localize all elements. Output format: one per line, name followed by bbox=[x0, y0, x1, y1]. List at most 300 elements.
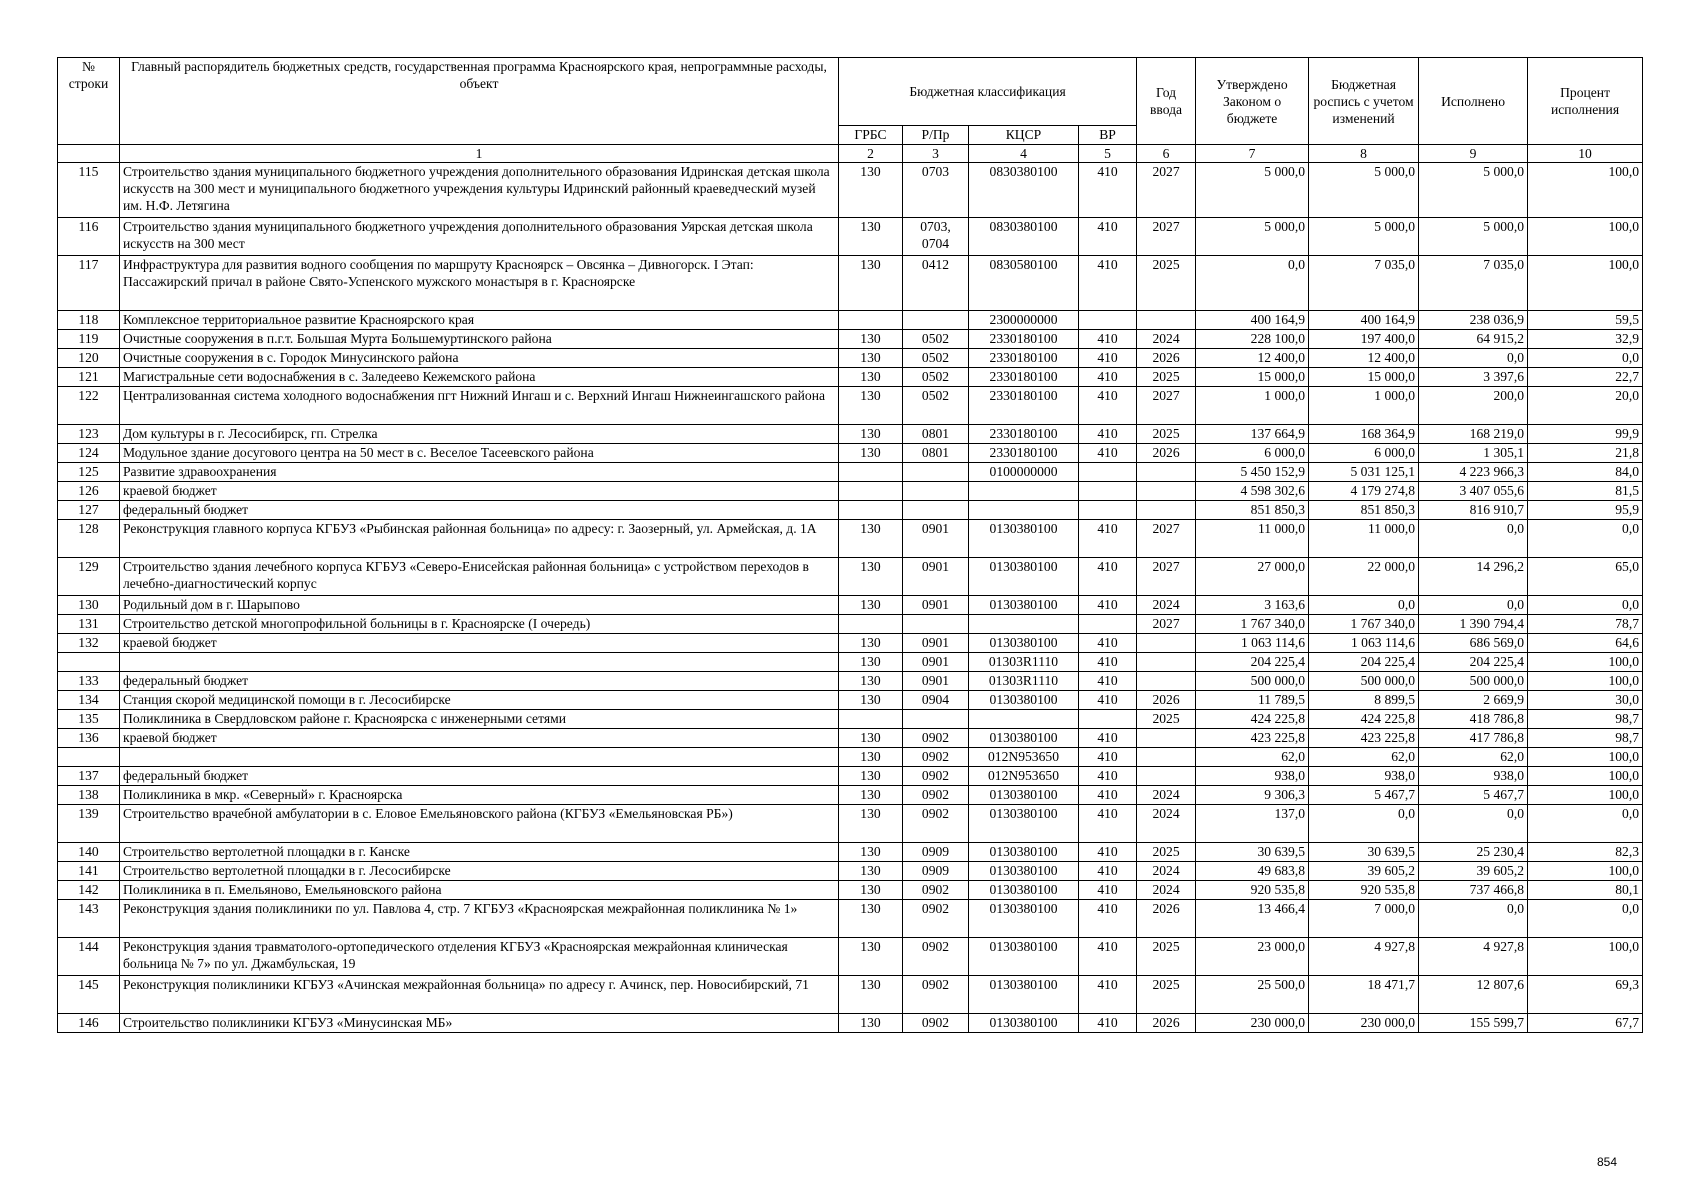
row-approved: 4 598 302,6 bbox=[1196, 482, 1309, 501]
row-percent: 64,6 bbox=[1528, 634, 1643, 653]
row-kcsr bbox=[969, 615, 1079, 634]
row-grbs: 130 bbox=[839, 634, 903, 653]
table-row bbox=[58, 463, 1643, 482]
row-grbs: 130 bbox=[839, 444, 903, 463]
row-grbs: 130 bbox=[839, 653, 903, 672]
row-vr: 410 bbox=[1079, 596, 1137, 615]
column-number: 10 bbox=[1528, 145, 1643, 163]
row-year: 2024 bbox=[1137, 596, 1196, 615]
row-schedule: 851 850,3 bbox=[1309, 501, 1419, 520]
row-kcsr: 0130380100 bbox=[969, 938, 1079, 976]
row-approved: 137,0 bbox=[1196, 805, 1309, 843]
row-percent: 81,5 bbox=[1528, 482, 1643, 501]
row-schedule: 12 400,0 bbox=[1309, 349, 1419, 368]
table-row bbox=[58, 387, 1643, 425]
row-approved: 0,0 bbox=[1196, 256, 1309, 311]
row-approved: 13 466,4 bbox=[1196, 900, 1309, 938]
table-row bbox=[58, 349, 1643, 368]
row-kcsr: 0100000000 bbox=[969, 463, 1079, 482]
row-number: 129 bbox=[58, 558, 120, 596]
column-number: 2 bbox=[839, 145, 903, 163]
row-object-name: Строительство здания муниципального бюджетного учреждения дополнительного образования Идринская детская школа искусств на 300 мест и муниципального бюджетного учреждения культуры Идринский районный краеведческий музей им. Н.Ф. Летягина bbox=[120, 163, 839, 218]
row-year: 2025 bbox=[1137, 710, 1196, 729]
row-executed: 938,0 bbox=[1419, 767, 1528, 786]
row-grbs bbox=[839, 311, 903, 330]
row-year: 2025 bbox=[1137, 256, 1196, 311]
row-object-name: Строительство вертолетной площадки в г. Канске bbox=[120, 843, 839, 862]
table-row bbox=[58, 691, 1643, 710]
row-rpr: 0901 bbox=[903, 672, 969, 691]
row-year bbox=[1137, 482, 1196, 501]
row-object-name: федеральный бюджет bbox=[120, 767, 839, 786]
row-object-name: Станция скорой медицинской помощи в г. Лесосибирске bbox=[120, 691, 839, 710]
row-approved: 204 225,4 bbox=[1196, 653, 1309, 672]
row-approved: 938,0 bbox=[1196, 767, 1309, 786]
table-row bbox=[58, 163, 1643, 218]
table-row bbox=[58, 444, 1643, 463]
row-year: 2024 bbox=[1137, 881, 1196, 900]
header-budget-classification: Бюджетная классификация bbox=[839, 58, 1137, 126]
row-vr bbox=[1079, 482, 1137, 501]
row-schedule: 5 000,0 bbox=[1309, 163, 1419, 218]
row-number: 124 bbox=[58, 444, 120, 463]
row-rpr: 0703 bbox=[903, 163, 969, 218]
row-executed: 200,0 bbox=[1419, 387, 1528, 425]
header-grbs: ГРБС bbox=[839, 126, 903, 145]
row-object-name bbox=[120, 748, 839, 767]
row-approved: 12 400,0 bbox=[1196, 349, 1309, 368]
row-executed: 25 230,4 bbox=[1419, 843, 1528, 862]
row-grbs: 130 bbox=[839, 862, 903, 881]
row-number: 138 bbox=[58, 786, 120, 805]
row-number: 117 bbox=[58, 256, 120, 311]
row-kcsr bbox=[969, 482, 1079, 501]
row-object-name bbox=[120, 653, 839, 672]
row-year bbox=[1137, 767, 1196, 786]
row-number: 126 bbox=[58, 482, 120, 501]
table-row bbox=[58, 501, 1643, 520]
row-executed: 0,0 bbox=[1419, 520, 1528, 558]
row-approved: 9 306,3 bbox=[1196, 786, 1309, 805]
row-approved: 49 683,8 bbox=[1196, 862, 1309, 881]
row-grbs: 130 bbox=[839, 387, 903, 425]
row-object-name: Строительство здания лечебного корпуса КГБУЗ «Северо-Енисейская районная больница» с устройством переходов в лечебно-диагностический корпус bbox=[120, 558, 839, 596]
row-approved: 11 789,5 bbox=[1196, 691, 1309, 710]
row-grbs: 130 bbox=[839, 256, 903, 311]
row-rpr: 0909 bbox=[903, 862, 969, 881]
row-percent: 98,7 bbox=[1528, 710, 1643, 729]
table-row bbox=[58, 767, 1643, 786]
row-kcsr: 0130380100 bbox=[969, 596, 1079, 615]
row-grbs: 130 bbox=[839, 767, 903, 786]
row-grbs bbox=[839, 615, 903, 634]
budget-table bbox=[57, 57, 1643, 1033]
row-schedule: 423 225,8 bbox=[1309, 729, 1419, 748]
row-vr: 410 bbox=[1079, 387, 1137, 425]
table-row bbox=[58, 368, 1643, 387]
row-schedule: 30 639,5 bbox=[1309, 843, 1419, 862]
row-number: 136 bbox=[58, 729, 120, 748]
row-executed: 12 807,6 bbox=[1419, 976, 1528, 1014]
row-schedule: 5 031 125,1 bbox=[1309, 463, 1419, 482]
row-schedule: 4 179 274,8 bbox=[1309, 482, 1419, 501]
row-vr: 410 bbox=[1079, 767, 1137, 786]
row-schedule: 1 000,0 bbox=[1309, 387, 1419, 425]
row-number: 125 bbox=[58, 463, 120, 482]
row-approved: 11 000,0 bbox=[1196, 520, 1309, 558]
row-kcsr: 0130380100 bbox=[969, 805, 1079, 843]
table-row bbox=[58, 311, 1643, 330]
row-executed: 418 786,8 bbox=[1419, 710, 1528, 729]
row-vr bbox=[1079, 710, 1137, 729]
row-grbs: 130 bbox=[839, 1014, 903, 1033]
row-grbs: 130 bbox=[839, 976, 903, 1014]
table-row bbox=[58, 843, 1643, 862]
row-object-name: Развитие здравоохранения bbox=[120, 463, 839, 482]
header-kcsr: КЦСР bbox=[969, 126, 1079, 145]
row-rpr: 0902 bbox=[903, 767, 969, 786]
row-percent: 59,5 bbox=[1528, 311, 1643, 330]
row-kcsr: 2300000000 bbox=[969, 311, 1079, 330]
row-year: 2025 bbox=[1137, 368, 1196, 387]
column-number bbox=[58, 145, 120, 163]
row-approved: 500 000,0 bbox=[1196, 672, 1309, 691]
row-percent: 98,7 bbox=[1528, 729, 1643, 748]
row-kcsr: 2330180100 bbox=[969, 425, 1079, 444]
row-vr: 410 bbox=[1079, 256, 1137, 311]
row-kcsr: 0130380100 bbox=[969, 843, 1079, 862]
row-grbs bbox=[839, 463, 903, 482]
row-executed: 816 910,7 bbox=[1419, 501, 1528, 520]
row-vr: 410 bbox=[1079, 330, 1137, 349]
table-body bbox=[58, 145, 1643, 1033]
row-year: 2027 bbox=[1137, 218, 1196, 256]
row-vr: 410 bbox=[1079, 881, 1137, 900]
row-year: 2025 bbox=[1137, 976, 1196, 1014]
row-number: 130 bbox=[58, 596, 120, 615]
row-vr: 410 bbox=[1079, 1014, 1137, 1033]
row-approved: 15 000,0 bbox=[1196, 368, 1309, 387]
row-vr bbox=[1079, 501, 1137, 520]
row-approved: 228 100,0 bbox=[1196, 330, 1309, 349]
row-object-name: федеральный бюджет bbox=[120, 501, 839, 520]
row-executed: 3 397,6 bbox=[1419, 368, 1528, 387]
row-executed: 4 223 966,3 bbox=[1419, 463, 1528, 482]
row-kcsr: 2330180100 bbox=[969, 444, 1079, 463]
row-rpr: 0412 bbox=[903, 256, 969, 311]
row-kcsr bbox=[969, 710, 1079, 729]
row-kcsr: 0130380100 bbox=[969, 900, 1079, 938]
row-vr bbox=[1079, 311, 1137, 330]
row-percent: 32,9 bbox=[1528, 330, 1643, 349]
row-object-name: Реконструкция поликлиники КГБУЗ «Ачинская межрайонная больница» по адресу г. Ачинск, пер. Новосибирский, 71 bbox=[120, 976, 839, 1014]
row-year: 2027 bbox=[1137, 558, 1196, 596]
row-object-name: Комплексное территориальное развитие Красноярского края bbox=[120, 311, 839, 330]
row-schedule: 5 467,7 bbox=[1309, 786, 1419, 805]
row-approved: 851 850,3 bbox=[1196, 501, 1309, 520]
row-number: 134 bbox=[58, 691, 120, 710]
row-percent: 21,8 bbox=[1528, 444, 1643, 463]
header-rpr: Р/Пр bbox=[903, 126, 969, 145]
row-executed: 0,0 bbox=[1419, 900, 1528, 938]
table-row bbox=[58, 330, 1643, 349]
row-object-name: краевой бюджет bbox=[120, 634, 839, 653]
row-grbs: 130 bbox=[839, 349, 903, 368]
row-grbs: 130 bbox=[839, 729, 903, 748]
row-object-name: Поликлиника в п. Емельяново, Емельяновского района bbox=[120, 881, 839, 900]
row-percent: 100,0 bbox=[1528, 786, 1643, 805]
header-schedule: Бюджетная роспись с учетом изменений bbox=[1309, 58, 1419, 145]
row-grbs: 130 bbox=[839, 881, 903, 900]
table-row bbox=[58, 1014, 1643, 1033]
row-executed: 417 786,8 bbox=[1419, 729, 1528, 748]
row-vr: 410 bbox=[1079, 368, 1137, 387]
table-row bbox=[58, 482, 1643, 501]
row-schedule: 5 000,0 bbox=[1309, 218, 1419, 256]
row-object-name: Поликлиника в мкр. «Северный» г. Красноярска bbox=[120, 786, 839, 805]
row-percent: 100,0 bbox=[1528, 163, 1643, 218]
row-executed: 5 467,7 bbox=[1419, 786, 1528, 805]
row-schedule: 7 035,0 bbox=[1309, 256, 1419, 311]
row-approved: 5 000,0 bbox=[1196, 163, 1309, 218]
row-object-name: Магистральные сети водоснабжения в с. Заледеево Кежемского района bbox=[120, 368, 839, 387]
row-rpr: 0902 bbox=[903, 938, 969, 976]
row-grbs: 130 bbox=[839, 368, 903, 387]
row-kcsr: 0130380100 bbox=[969, 558, 1079, 596]
header-year: Год ввода bbox=[1137, 58, 1196, 145]
row-number: 144 bbox=[58, 938, 120, 976]
row-number: 119 bbox=[58, 330, 120, 349]
row-rpr bbox=[903, 710, 969, 729]
row-year: 2025 bbox=[1137, 843, 1196, 862]
row-kcsr: 0830380100 bbox=[969, 218, 1079, 256]
table-row bbox=[58, 938, 1643, 976]
column-number: 8 bbox=[1309, 145, 1419, 163]
row-rpr: 0502 bbox=[903, 330, 969, 349]
row-vr: 410 bbox=[1079, 520, 1137, 558]
header-percent: Процент исполнения bbox=[1528, 58, 1643, 145]
row-rpr: 0801 bbox=[903, 444, 969, 463]
row-percent: 100,0 bbox=[1528, 653, 1643, 672]
row-grbs bbox=[839, 710, 903, 729]
row-approved: 920 535,8 bbox=[1196, 881, 1309, 900]
row-rpr: 0901 bbox=[903, 653, 969, 672]
row-vr bbox=[1079, 463, 1137, 482]
row-number: 143 bbox=[58, 900, 120, 938]
row-number: 122 bbox=[58, 387, 120, 425]
row-object-name: Строительство врачебной амбулатории в с. Еловое Емельяновского района (КГБУЗ «Емельяновская РБ») bbox=[120, 805, 839, 843]
row-object-name: Очистные сооружения в с. Городок Минусинского района bbox=[120, 349, 839, 368]
row-percent: 0,0 bbox=[1528, 900, 1643, 938]
row-vr: 410 bbox=[1079, 653, 1137, 672]
row-approved: 400 164,9 bbox=[1196, 311, 1309, 330]
row-schedule: 7 000,0 bbox=[1309, 900, 1419, 938]
row-percent: 0,0 bbox=[1528, 596, 1643, 615]
row-executed: 686 569,0 bbox=[1419, 634, 1528, 653]
row-kcsr: 0830380100 bbox=[969, 163, 1079, 218]
row-year bbox=[1137, 672, 1196, 691]
row-year: 2027 bbox=[1137, 163, 1196, 218]
row-schedule: 18 471,7 bbox=[1309, 976, 1419, 1014]
row-executed: 500 000,0 bbox=[1419, 672, 1528, 691]
row-executed: 168 219,0 bbox=[1419, 425, 1528, 444]
table-row bbox=[58, 256, 1643, 311]
row-rpr: 0801 bbox=[903, 425, 969, 444]
row-object-name: Очистные сооружения в п.г.т. Большая Мурта Большемуртинского района bbox=[120, 330, 839, 349]
row-executed: 737 466,8 bbox=[1419, 881, 1528, 900]
row-schedule: 0,0 bbox=[1309, 805, 1419, 843]
header-row-number: № строки bbox=[58, 58, 120, 145]
row-kcsr: 2330180100 bbox=[969, 330, 1079, 349]
row-approved: 230 000,0 bbox=[1196, 1014, 1309, 1033]
row-executed: 4 927,8 bbox=[1419, 938, 1528, 976]
row-object-name: Реконструкция здания поликлиники по ул. Павлова 4, стр. 7 КГБУЗ «Красноярская межрайонная поликлиника № 1» bbox=[120, 900, 839, 938]
row-object-name: краевой бюджет bbox=[120, 729, 839, 748]
column-number: 9 bbox=[1419, 145, 1528, 163]
row-percent: 100,0 bbox=[1528, 938, 1643, 976]
row-schedule: 204 225,4 bbox=[1309, 653, 1419, 672]
row-approved: 1 063 114,6 bbox=[1196, 634, 1309, 653]
table-row bbox=[58, 729, 1643, 748]
table-row bbox=[58, 596, 1643, 615]
row-object-name: Строительство детской многопрофильной больницы в г. Красноярске (I очередь) bbox=[120, 615, 839, 634]
row-schedule: 920 535,8 bbox=[1309, 881, 1419, 900]
row-grbs: 130 bbox=[839, 596, 903, 615]
row-rpr: 0902 bbox=[903, 748, 969, 767]
row-executed: 62,0 bbox=[1419, 748, 1528, 767]
row-year: 2026 bbox=[1137, 900, 1196, 938]
row-schedule: 39 605,2 bbox=[1309, 862, 1419, 881]
row-schedule: 938,0 bbox=[1309, 767, 1419, 786]
row-year bbox=[1137, 634, 1196, 653]
row-rpr: 0901 bbox=[903, 596, 969, 615]
row-rpr: 0902 bbox=[903, 900, 969, 938]
row-rpr: 0901 bbox=[903, 634, 969, 653]
row-grbs: 130 bbox=[839, 786, 903, 805]
table-row bbox=[58, 425, 1643, 444]
row-vr: 410 bbox=[1079, 843, 1137, 862]
row-schedule: 1 767 340,0 bbox=[1309, 615, 1419, 634]
column-number: 4 bbox=[969, 145, 1079, 163]
table-row bbox=[58, 976, 1643, 1014]
row-number: 121 bbox=[58, 368, 120, 387]
row-vr: 410 bbox=[1079, 729, 1137, 748]
header-approved: Утверждено Законом о бюджете bbox=[1196, 58, 1309, 145]
row-grbs: 130 bbox=[839, 938, 903, 976]
row-grbs: 130 bbox=[839, 425, 903, 444]
row-year bbox=[1137, 311, 1196, 330]
row-number: 115 bbox=[58, 163, 120, 218]
row-grbs: 130 bbox=[839, 163, 903, 218]
column-number: 7 bbox=[1196, 145, 1309, 163]
table-row bbox=[58, 653, 1643, 672]
row-approved: 424 225,8 bbox=[1196, 710, 1309, 729]
row-executed: 5 000,0 bbox=[1419, 163, 1528, 218]
row-vr: 410 bbox=[1079, 218, 1137, 256]
table-row bbox=[58, 634, 1643, 653]
column-number: 1 bbox=[120, 145, 839, 163]
row-object-name: Централизованная система холодного водоснабжения пгт Нижний Ингаш и с. Верхний Ингаш Нижнеингашского района bbox=[120, 387, 839, 425]
row-executed: 64 915,2 bbox=[1419, 330, 1528, 349]
row-schedule: 6 000,0 bbox=[1309, 444, 1419, 463]
row-rpr bbox=[903, 482, 969, 501]
row-number: 118 bbox=[58, 311, 120, 330]
row-schedule: 230 000,0 bbox=[1309, 1014, 1419, 1033]
row-vr: 410 bbox=[1079, 976, 1137, 1014]
row-executed: 0,0 bbox=[1419, 349, 1528, 368]
row-number: 135 bbox=[58, 710, 120, 729]
row-percent: 22,7 bbox=[1528, 368, 1643, 387]
row-number: 137 bbox=[58, 767, 120, 786]
row-schedule: 197 400,0 bbox=[1309, 330, 1419, 349]
row-vr: 410 bbox=[1079, 558, 1137, 596]
row-percent: 100,0 bbox=[1528, 256, 1643, 311]
row-year: 2024 bbox=[1137, 805, 1196, 843]
row-rpr: 0901 bbox=[903, 558, 969, 596]
row-object-name: Реконструкция здания травматолого-ортопедического отделения КГБУЗ «Красноярская межрайонная клиническая больница № 7» по ул. Джамбульская, 19 bbox=[120, 938, 839, 976]
row-approved: 6 000,0 bbox=[1196, 444, 1309, 463]
row-percent: 20,0 bbox=[1528, 387, 1643, 425]
row-executed: 0,0 bbox=[1419, 805, 1528, 843]
row-kcsr: 0130380100 bbox=[969, 1014, 1079, 1033]
row-executed: 155 599,7 bbox=[1419, 1014, 1528, 1033]
row-kcsr: 01303R1110 bbox=[969, 653, 1079, 672]
row-grbs: 130 bbox=[839, 218, 903, 256]
row-percent: 100,0 bbox=[1528, 862, 1643, 881]
row-year: 2024 bbox=[1137, 862, 1196, 881]
row-number bbox=[58, 748, 120, 767]
row-object-name: Строительство вертолетной площадки в г. Лесосибирске bbox=[120, 862, 839, 881]
row-rpr: 0902 bbox=[903, 976, 969, 1014]
row-vr: 410 bbox=[1079, 862, 1137, 881]
row-number: 116 bbox=[58, 218, 120, 256]
row-rpr: 0902 bbox=[903, 1014, 969, 1033]
row-schedule: 11 000,0 bbox=[1309, 520, 1419, 558]
row-number: 120 bbox=[58, 349, 120, 368]
row-vr: 410 bbox=[1079, 786, 1137, 805]
row-kcsr: 0130380100 bbox=[969, 976, 1079, 1014]
row-year: 2027 bbox=[1137, 615, 1196, 634]
row-object-name: Строительство поликлиники КГБУЗ «Минусинская МБ» bbox=[120, 1014, 839, 1033]
row-kcsr: 0830580100 bbox=[969, 256, 1079, 311]
row-grbs: 130 bbox=[839, 843, 903, 862]
row-percent: 67,7 bbox=[1528, 1014, 1643, 1033]
row-kcsr: 0130380100 bbox=[969, 691, 1079, 710]
row-kcsr: 0130380100 bbox=[969, 520, 1079, 558]
row-schedule: 400 164,9 bbox=[1309, 311, 1419, 330]
row-percent: 100,0 bbox=[1528, 672, 1643, 691]
row-vr: 410 bbox=[1079, 425, 1137, 444]
table-row bbox=[58, 862, 1643, 881]
row-grbs: 130 bbox=[839, 748, 903, 767]
row-grbs bbox=[839, 482, 903, 501]
row-year bbox=[1137, 748, 1196, 767]
row-year: 2026 bbox=[1137, 1014, 1196, 1033]
row-executed: 14 296,2 bbox=[1419, 558, 1528, 596]
row-vr: 410 bbox=[1079, 805, 1137, 843]
row-object-name: Дом культуры в г. Лесосибирск, гп. Стрелка bbox=[120, 425, 839, 444]
row-executed: 1 390 794,4 bbox=[1419, 615, 1528, 634]
row-executed: 3 407 055,6 bbox=[1419, 482, 1528, 501]
column-number: 5 bbox=[1079, 145, 1137, 163]
row-rpr bbox=[903, 463, 969, 482]
row-rpr: 0909 bbox=[903, 843, 969, 862]
row-year: 2026 bbox=[1137, 691, 1196, 710]
row-kcsr: 0130380100 bbox=[969, 786, 1079, 805]
row-schedule: 15 000,0 bbox=[1309, 368, 1419, 387]
row-object-name: Поликлиника в Свердловском районе г. Красноярска с инженерными сетями bbox=[120, 710, 839, 729]
row-schedule: 168 364,9 bbox=[1309, 425, 1419, 444]
